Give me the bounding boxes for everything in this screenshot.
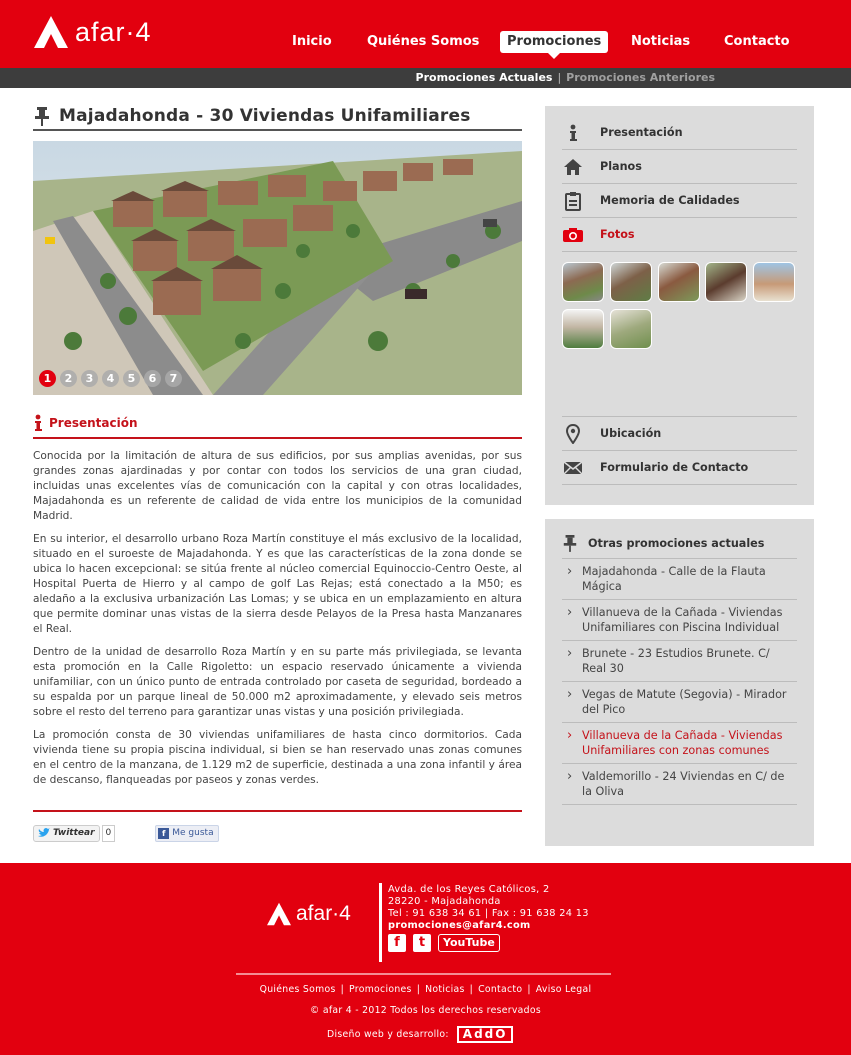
photo-thumbnail[interactable]	[562, 262, 604, 302]
logo-text: afar·4	[75, 16, 152, 47]
facebook-icon[interactable]: f	[388, 934, 406, 952]
menu-presentacion[interactable]	[562, 116, 797, 150]
promotion-link[interactable]	[562, 600, 797, 641]
footer-link-quienes-somos[interactable]: Quiénes Somos	[259, 984, 336, 995]
twitter-bird-icon	[38, 828, 50, 838]
footer-link-aviso-legal[interactable]: Aviso Legal	[535, 984, 592, 995]
chevron-right-icon: ›	[567, 605, 573, 620]
photo-thumbnail[interactable]	[610, 262, 652, 302]
info-icon	[33, 414, 43, 432]
menu-label: Planos	[600, 160, 642, 173]
promotion-link[interactable]	[562, 559, 797, 600]
footer-link-separator: |	[416, 984, 421, 995]
promotion-label: Vegas de Matute (Segovia) - Mirador del Pico	[582, 688, 787, 716]
promotion-label: Majadahonda - Calle de la Flauta Mágica	[582, 565, 766, 593]
project-menu-bottom	[562, 416, 797, 485]
photo-thumbnail[interactable]	[610, 309, 652, 349]
footer-logo-text: afar·4	[296, 902, 351, 925]
menu-fotos[interactable]	[562, 218, 797, 252]
clipboard-icon	[565, 191, 581, 211]
chevron-right-icon: ›	[567, 687, 573, 702]
gallery-pager	[39, 370, 182, 387]
footer-address	[388, 884, 589, 932]
gallery-dot[interactable]: 6	[144, 370, 161, 387]
credit-brand-link[interactable]: AddO	[457, 1026, 514, 1043]
photo-thumbnail[interactable]	[705, 262, 747, 302]
photo-gallery[interactable]	[33, 141, 522, 395]
gallery-dot[interactable]: 7	[165, 370, 182, 387]
menu-planos[interactable]	[562, 150, 797, 184]
credit-label: Diseño web y desarrollo:	[327, 1029, 449, 1040]
subnav-current[interactable]: Promociones Actuales	[415, 71, 553, 84]
other-promotions-header	[562, 528, 797, 559]
section-header-presentacion	[33, 413, 522, 439]
menu-ubicacion[interactable]	[562, 417, 797, 451]
photo-thumbnail[interactable]	[753, 262, 795, 302]
main-content	[33, 105, 522, 843]
pin-icon	[33, 106, 51, 126]
chevron-right-icon: ›	[567, 728, 573, 743]
tweet-count: 0	[102, 825, 116, 842]
envelope-icon	[563, 461, 583, 475]
gallery-dot[interactable]: 2	[60, 370, 77, 387]
footer-link-noticias[interactable]: Noticias	[425, 984, 465, 995]
promotion-label: Villanueva de la Cañada - Viviendas Unifamiliares con Piscina Individual	[582, 606, 783, 634]
tweet-button[interactable]	[33, 825, 100, 842]
footer-logo[interactable]	[266, 902, 351, 926]
other-promotions-panel	[545, 519, 814, 846]
menu-memoria[interactable]	[562, 184, 797, 218]
menu-label: Memoria de Calidades	[600, 194, 740, 207]
gallery-dot[interactable]: 1	[39, 370, 56, 387]
nav-promociones[interactable]: Promociones	[500, 31, 608, 53]
footer-links	[0, 984, 851, 995]
menu-formulario-contacto[interactable]	[562, 451, 797, 485]
content-divider	[33, 810, 522, 812]
nav-quienes-somos[interactable]: Quiénes Somos	[367, 34, 480, 49]
gallery-dot[interactable]: 3	[81, 370, 98, 387]
subnav-separator: |	[557, 71, 562, 84]
footer-link-separator: |	[340, 984, 345, 995]
section-title: Presentación	[49, 416, 138, 430]
other-promotions-title: Otras promociones actuales	[588, 536, 765, 550]
nav-noticias[interactable]: Noticias	[631, 34, 691, 49]
page-title: Majadahonda - 30 Viviendas Unifamiliares	[59, 106, 471, 126]
address-line: 28220 - Majadahonda	[388, 896, 501, 907]
chevron-right-icon: ›	[567, 646, 573, 661]
social-share	[33, 823, 522, 843]
facebook-icon: f	[158, 828, 169, 839]
youtube-icon[interactable]: YouTube	[438, 934, 500, 952]
nav-contacto[interactable]: Contacto	[724, 34, 790, 49]
article-paragraph: Dentro de la unidad de desarrollo Roza Martín y en su parte más privilegiada, se levanta esta promoción en la Calle Rigoletto: un espacio reservado únicamente a vivienda unifamiliar, con un único punto de entrada controlado por caseta de seguridad, bordeado a su espalda por un parque lineal de 50.000 m2 aproximadamente, y elevado seis metros sobre el resto del terreno para garantizar unas vistas y una posición privilegiada.	[33, 646, 522, 718]
footer-link-separator: |	[527, 984, 531, 995]
photo-thumbnail[interactable]	[658, 262, 700, 302]
main-nav	[0, 31, 851, 53]
page-title-bar	[33, 105, 522, 131]
promotion-link[interactable]	[562, 764, 797, 805]
tweet-label: Twittear	[53, 828, 95, 838]
promotion-link[interactable]	[562, 723, 797, 764]
footer-divider	[379, 883, 382, 962]
menu-label: Ubicación	[600, 427, 662, 440]
like-label: Me gusta	[172, 827, 214, 838]
site-footer	[0, 863, 851, 1055]
menu-label: Presentación	[600, 126, 683, 139]
other-promotions-list	[562, 559, 797, 805]
article-paragraph: La promoción consta de 30 viviendas unifamiliares de hasta cinco dormitorios. Cada vivienda tiene su propia piscina individual, si bien se han reservado unas zonas comunes en el centro de la manzana, de 1.129 m2 de superficie, destinada a una zona infantil y área de descanso, flanqueadas por paseos y zonas verdes.	[33, 729, 522, 786]
promotion-label: Brunete - 23 Estudios Brunete. C/ Real 30	[582, 647, 770, 675]
chevron-right-icon: ›	[567, 564, 573, 579]
info-icon	[568, 124, 578, 142]
subnav-previous[interactable]: Promociones Anteriores	[566, 71, 715, 84]
footer-rule	[236, 973, 611, 975]
facebook-like-button[interactable]	[155, 825, 218, 842]
promotion-link[interactable]	[562, 682, 797, 723]
map-marker-icon	[566, 424, 580, 444]
phone-line: Tel : 91 638 34 61 | Fax : 91 638 24 13	[388, 908, 589, 919]
project-menu-panel	[545, 106, 814, 505]
pin-icon	[562, 533, 578, 553]
address-line: Avda. de los Reyes Católicos, 2	[388, 884, 550, 895]
sub-nav	[0, 68, 851, 88]
nav-inicio[interactable]: Inicio	[292, 34, 332, 49]
promotion-label: Villanueva de la Cañada - Viviendas Unifamiliares con zonas comunes	[582, 729, 783, 757]
promotion-link[interactable]	[562, 641, 797, 682]
site-header	[0, 0, 851, 68]
article-body	[33, 449, 522, 788]
footer-link-separator: |	[469, 984, 474, 995]
chevron-right-icon: ›	[567, 769, 573, 784]
home-icon	[563, 158, 583, 176]
project-menu	[562, 116, 797, 252]
footer-copyright: © afar 4 - 2012 Todos los derechos reservados	[309, 1005, 542, 1016]
article-paragraph: Conocida por la limitación de altura de sus edificios, por sus amplias avenidas, por sus grandes zonas ajardinadas y por contar con todos los servicios de una gran ciudad, incluidas unas excelentes vías de comunicación con la capital y con otras localidades, Majadahonda es un referente de calidad de vida entre los municipios de la comunidad Madrid.	[33, 450, 522, 522]
promotion-label: Valdemorillo - 24 Viviendas en C/ de la Oliva	[582, 770, 785, 798]
gallery-main-image	[33, 141, 522, 395]
footer-credit	[327, 1026, 513, 1043]
menu-label: Formulario de Contacto	[600, 461, 749, 474]
article-paragraph: En su interior, el desarrollo urbano Roza Martín constituye el más exclusivo de la localidad, situado en el suroeste de Majadahonda. Y es que las características de la zona donde se ubica lo hacen excepcional: se sitúa frente al núcleo comercial Equinoccio-Centro Oeste, al Hospital Puerta de Hierro y al campo de golf Las Rejas; está conectado a la M50; es aledaño a la exclusiva urbanización Las Lomas; y se ubica en un emplazamiento en altura que permite dominar unas vistas de la sierra desde Pelayos de la Presa hasta Manzanares el Real.	[33, 533, 522, 635]
camera-icon	[562, 227, 584, 243]
photo-thumbnail[interactable]	[562, 309, 604, 349]
footer-social	[388, 934, 500, 952]
logo-mark-icon	[266, 902, 292, 926]
footer-link-contacto[interactable]: Contacto	[478, 984, 523, 995]
gallery-dot[interactable]: 4	[102, 370, 119, 387]
twitter-icon[interactable]: t	[413, 934, 431, 952]
footer-link-promociones[interactable]: Promociones	[349, 984, 412, 995]
menu-label: Fotos	[600, 228, 635, 241]
gallery-dot[interactable]: 5	[123, 370, 140, 387]
footer-email-link[interactable]: promociones@afar4.com	[388, 920, 531, 931]
